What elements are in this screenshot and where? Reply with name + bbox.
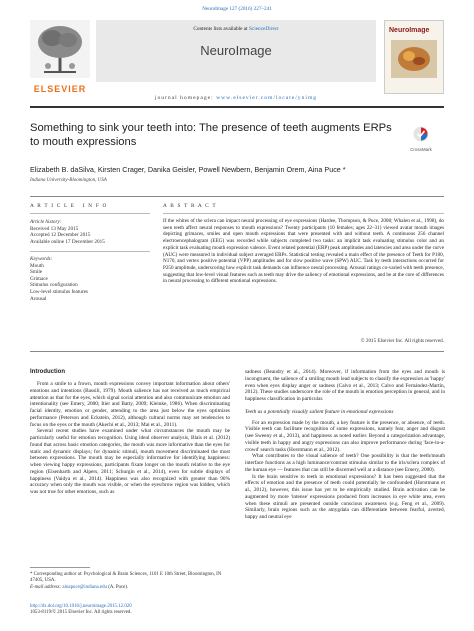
article-history [30,219,150,245]
keyword: Arousal [30,295,47,302]
cover-title: NeuroImage [389,27,430,34]
homepage-line [96,95,376,101]
email-label: E-mail address: [30,585,63,591]
paragraph: Several recent studies have examined under what circumstances the mouth may be particularly useful for emotion recognition. Using ideal observer analysis, Blais et al. (2012) found that across basic emotion categories, the mouth was more informative than the eyes for static and dynamic displays; for dynamic stimuli, mouth movement discriminated the most between expressions. The mouth may be especially informative for identifying happiness: when viewing happy expressions, participants fixate longer on the mouth relative to the eye region (Eisenbarth and Alpers, 2011; Schurgin et al., 2014), even for subtle displays of happiness (Vaidya et al., 2014). Happiness was also recognized with greater than 90% accuracy when only the mouth was visible, or when the eyes/brow region was hidden, which was not true for other emotions, such as [30,428,230,495]
article-title: Something to sink your teeth into: The presence of teeth augments ERPs to mouth expressions [30,122,392,148]
corresponding-author: * Corresponding author at: Psychological & Brain Sciences, 1101 E 10th Street, Bloomington, IN 47405, USA. [30,572,222,584]
history-online: Available online 17 December 2015 [30,238,105,245]
contents-line [96,26,376,32]
intro-heading: Introduction [30,369,65,375]
homepage-link[interactable]: www.elsevier.com/locate/ynimg [216,95,318,101]
abstract-rule [163,213,444,214]
homepage-prefix: journal homepage: [154,95,217,101]
keywords [30,256,150,302]
history-rule [30,251,150,252]
journal-reference[interactable]: NeuroImage 127 (2016) 227–241 [202,6,272,12]
journal-title: NeuroImage [200,43,272,58]
elsevier-tree-icon [30,20,90,78]
paragraph: Is the brain sensitive to teeth in emotional expressions? It has been suggested that the effects of emotion and the presence of teeth could potentially be confounded (Horstmann et al., 2012), however, this issue has yet to be empirically studied. Brain activation can be augmented by more 'intense' expressions produced from increases in eye white area, even when these stimuli are presented outside conscious awareness (e.g. Feng et al., 2009). Similarly, brain regions such as the amygdala can differentiate between fearful, averted, happy and neutral eye [245,473,445,520]
sciencedirect-link[interactable]: ScienceDirect [248,26,279,32]
paragraph: From a smile to a frown, mouth expressions convey important information about others' emotions and intentions (Bassili, 1979). Mouth salience has not received as much empirical attention as that for the eyes, which signal social attention and also communicate emotion and intentionality (see Emery, 2000; Itier and Batty, 2009; Kleinke, 1986). When discriminating facial identity, emotion or gender, attending to the area just below the eyes optimizes performance (Peterson and Eckstein, 2012), although cultural norms may set tendencies to focus on the eyes or the mouth (Akechi et al., 2013; Mai et al., 2011). [30,381,230,428]
right-column [245,369,445,521]
paragraph: For an expression made by the mouth, a key feature is the presence, or absence, of teeth. Visible teeth can facilitate recognition of some expressions, namely fear, anger and disgust (see Sweeny et al., 2013), and happiness as noted earlier. Beyond a categorization advantage, visible teeth in happy and angry expressions can also improve performance during 'face-in-a-crowd' search tasks (Horstmann et al., 2012). [245,419,445,453]
elsevier-logo[interactable] [30,20,90,94]
history-received: Received 13 May 2015 [30,225,79,232]
section-subheading: Teeth as a potentially visually salient feature in emotional expressions [245,408,394,415]
doi-block [30,604,230,616]
footnote-rule [30,567,90,568]
cover-brain-image [385,34,443,84]
doi-link[interactable]: http://dx.doi.org/10.1016/j.neuroimage.2015.12.020 [30,604,132,609]
keywords-label: Keywords: [30,256,53,262]
keyword: Mouth [30,262,44,269]
left-column [30,381,230,496]
article-info-heading: A R T I C L E I N F O [30,203,108,209]
keyword: Grimace [30,275,48,282]
journal-header [96,20,376,82]
footnote [30,572,230,592]
copyright: © 2015 Elsevier Inc. All rights reserved. [360,338,444,344]
abstract-heading: A B S T R A C T [163,203,217,209]
keyword: Stimulus configuration [30,282,78,289]
abstract-bottom-rule [30,351,444,352]
email-suffix: (A. Puce). [106,585,129,591]
affiliation: Indiana University-Bloomington, USA [30,178,107,183]
issn-line: 1053-8119/© 2015 Elsevier Inc. All rights reserved. [30,610,132,616]
crossmark-icon [413,126,429,142]
email-line [30,585,230,591]
publisher-wordmark: ELSEVIER [33,84,87,94]
info-top-rule [30,196,444,197]
abstract-text: If the whites of the sclera can impact neural processing of eye expressions (Hardee, Thompson, & Puce, 2008; Whalen et al., 1998), do seen teeth affect neural responses to mouth expressions? Twenty participants (10 females; ages 22–31) viewed avatar mouth images depicting grimaces, smiles and open mouth expressions that were presented with and without teeth. A continuous 256 channel electroencephalogram (EEG) was recorded while subjects completed two tasks: an implicit task evaluating stimulus color and an explicit task evaluating mouth expression valence. Event related potential (ERP) peak amplitudes and latencies and area under the curve (AUC) were measured in individual subject averaged ERPs. Statistical testing revealed a main effect of the presence of Teeth for P100, N170, and vertex positive potential (VPP) amplitudes and for slow positive wave (SPW) AUC. Task by teeth interactions occurred for P250 amplitude, underscoring how explicit task demands can influence neural processing. Arousal ratings co-varied with teeth presence, suggesting that low-level visual features such as teeth may drive the saliency of emotional expressions, and be at the core of differences in neural processing to different emotional expressions. [163,218,444,285]
history-accepted: Accepted 12 December 2015 [30,232,91,239]
journal-cover[interactable] [384,20,444,94]
email-link[interactable]: ainapuce@indiana.edu [62,585,107,591]
paragraph: sadness (Beaudry et al., 2014). Moreover, if information from the eyes and mouth is incongruent, the salience of a smiling mouth lead subjects to classify the expression as 'happy' even when eyes display anger or sadness (Calvo et al., 2013; Calvo and Fernández-Martín, 2012). These studies underscore the role of the mouth in emotion perception in general, and in happiness classification in particular. [245,369,445,402]
article-info-rule [30,213,150,214]
crossmark-label: CrossMark [410,147,432,152]
paragraph: What contributes to the visual salience of teeth? One possibility is that the teeth/mouth interface functions as a high luminance/contrast stimulus similar to the iris/sclera complex of the human eye — features that can still be discerned well at a distance (see Emery, 2000). [245,453,445,473]
crossmark-badge[interactable] [400,126,442,152]
keyword: Low-level stimulus features [30,288,88,295]
authors: Elizabeth B. daSilva, Kirsten Crager, Danika Geisler, Powell Newbern, Benjamin Orem, Aina Puce * [30,165,346,174]
header-rule [30,106,444,108]
history-label: Article history: [30,219,62,225]
keyword: Smile [30,269,43,276]
contents-prefix: Contents lists available at [193,26,249,32]
